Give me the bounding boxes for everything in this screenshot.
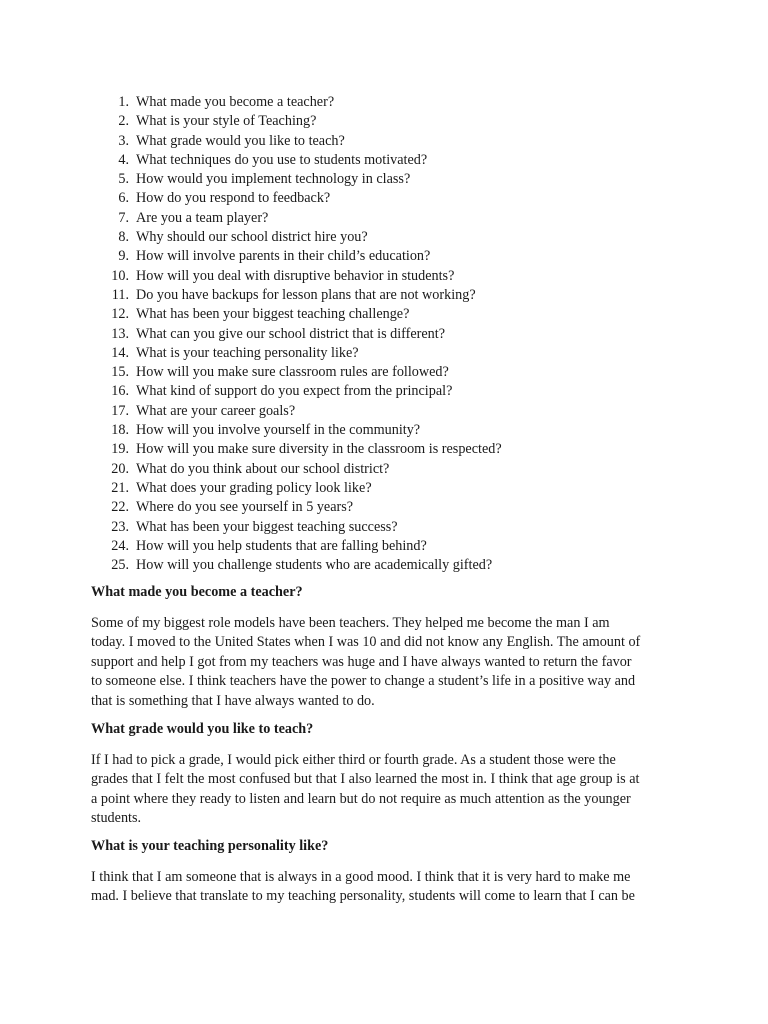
list-item [91, 112, 502, 131]
paragraph [91, 751, 691, 829]
list-item-text: What can you give our school district that is different? [136, 325, 446, 342]
list-item [91, 382, 502, 401]
list-number: 19. [111, 441, 129, 458]
list-item-text: Are you a team player? [136, 209, 269, 226]
list-number: 15. [111, 364, 129, 381]
list-number: 18. [111, 422, 129, 439]
paragraph [91, 868, 691, 907]
list-item-text: How will you make sure diversity in the classroom is respected? [136, 441, 502, 458]
list-item-text: What kind of support do you expect from the principal? [136, 383, 453, 400]
paragraph-line: If I had to pick a grade, I would pick either third or fourth grade. As a student those were the [91, 752, 616, 768]
list-number: 12. [111, 306, 129, 323]
list-item-text: How will you challenge students who are academically gifted? [136, 557, 493, 574]
list-item-text: What is your style of Teaching? [136, 113, 317, 130]
paragraph-line: support and help I got from my teachers was huge and I have always wanted to return the favor [91, 653, 632, 670]
section-heading: What grade would you like to teach? [91, 721, 314, 737]
list-item-text: How do you respond to feedback? [136, 190, 331, 207]
question-list [91, 93, 502, 575]
list-item [91, 189, 502, 208]
list-item-text: Where do you see yourself in 5 years? [136, 499, 354, 516]
list-item-text: What made you become a teacher? [136, 94, 335, 110]
list-number: 8. [118, 229, 129, 246]
answer-section [91, 583, 691, 602]
list-number: 21. [111, 479, 129, 496]
list-number: 17. [111, 402, 129, 419]
section-heading: What is your teaching personality like? [91, 838, 329, 854]
list-item-text: What grade would you like to teach? [136, 132, 345, 149]
list-item [91, 325, 502, 344]
list-item [91, 479, 502, 498]
list-number: 25. [111, 557, 129, 574]
paragraph-line: to someone else. I think teachers have the power to change a student’s life in a positive way and [91, 673, 636, 690]
list-number: 2. [118, 113, 129, 130]
paragraph-line: students. [91, 810, 142, 827]
answer-section [91, 837, 691, 856]
list-number: 16. [111, 383, 129, 400]
list-item [91, 402, 502, 421]
list-item [91, 132, 502, 151]
list-item-text: Why should our school district hire you? [136, 229, 368, 246]
answer-paragraph-block [91, 614, 691, 711]
list-item [91, 440, 502, 459]
list-number: 13. [111, 325, 129, 342]
list-item-text: How will you make sure classroom rules are followed? [136, 364, 449, 381]
list-item [91, 421, 502, 440]
list-number: 23. [111, 518, 129, 535]
list-item-text: How would you implement technology in class? [136, 171, 411, 188]
list-item [91, 209, 502, 228]
list-number: 4. [118, 151, 129, 168]
list-item-text: What has been your biggest teaching success? [136, 518, 398, 535]
list-number: 10. [111, 267, 129, 284]
list-number: 14. [111, 344, 129, 361]
answer-paragraph-block [91, 868, 691, 907]
list-item [91, 363, 502, 382]
list-item [91, 151, 502, 170]
list-item-text: Do you have backups for lesson plans that are not working? [136, 286, 476, 303]
list-item-text: How will involve parents in their child’s education? [136, 248, 431, 265]
list-item [91, 537, 502, 556]
list-item [91, 93, 502, 112]
paragraph-line: grades that I felt the most confused but that I also learned the most in. I think that age group is at [91, 771, 640, 788]
list-number: 5. [118, 171, 129, 188]
list-item [91, 247, 502, 266]
list-item-text: What has been your biggest teaching challenge? [136, 306, 410, 323]
list-number: 24. [111, 537, 129, 554]
answer-paragraph-block [91, 751, 691, 829]
list-item [91, 305, 502, 324]
list-item [91, 267, 502, 286]
paragraph-line: I think that I am someone that is always in a good mood. I think that it is very hard to make me [91, 869, 631, 885]
paragraph-line: a point where they ready to listen and learn but do not require as much attention as the younger [91, 790, 631, 807]
paragraph [91, 614, 691, 711]
paragraph-line: Some of my biggest role models have been teachers. They helped me become the man I am [91, 615, 610, 631]
list-number: 1. [118, 94, 129, 110]
list-item-text: What is your teaching personality like? [136, 344, 359, 361]
list-item [91, 228, 502, 247]
list-item [91, 498, 502, 517]
paragraph-line: today. I moved to the United States when I was 10 and did not know any English. The amount of [91, 634, 641, 651]
list-item-text: How will you help students that are falling behind? [136, 537, 427, 554]
section-heading: What made you become a teacher? [91, 584, 303, 600]
list-item-text: What techniques do you use to students motivated? [136, 151, 428, 168]
list-number: 22. [111, 499, 129, 516]
list-item-text: What are your career goals? [136, 402, 296, 419]
paragraph-line: that is something that I have always wanted to do. [91, 692, 375, 709]
list-item-text: What does your grading policy look like? [136, 479, 372, 496]
list-item [91, 518, 502, 537]
list-item-text: What do you think about our school district? [136, 460, 390, 477]
list-item-text: How will you involve yourself in the community? [136, 422, 421, 439]
list-item [91, 344, 502, 363]
list-item [91, 556, 502, 575]
list-number: 3. [118, 132, 129, 149]
paragraph-line: mad. I believe that translate to my teaching personality, students will come to learn that I can be [91, 888, 635, 905]
list-item-text: How will you deal with disruptive behavior in students? [136, 267, 455, 284]
list-number: 20. [111, 460, 129, 477]
list-number: 6. [118, 190, 129, 207]
list-item [91, 170, 502, 189]
answer-section [91, 720, 691, 739]
list-number: 7. [118, 209, 129, 226]
list-number: 11. [111, 286, 129, 303]
list-item [91, 286, 502, 305]
list-item [91, 460, 502, 479]
list-number: 9. [118, 248, 129, 265]
